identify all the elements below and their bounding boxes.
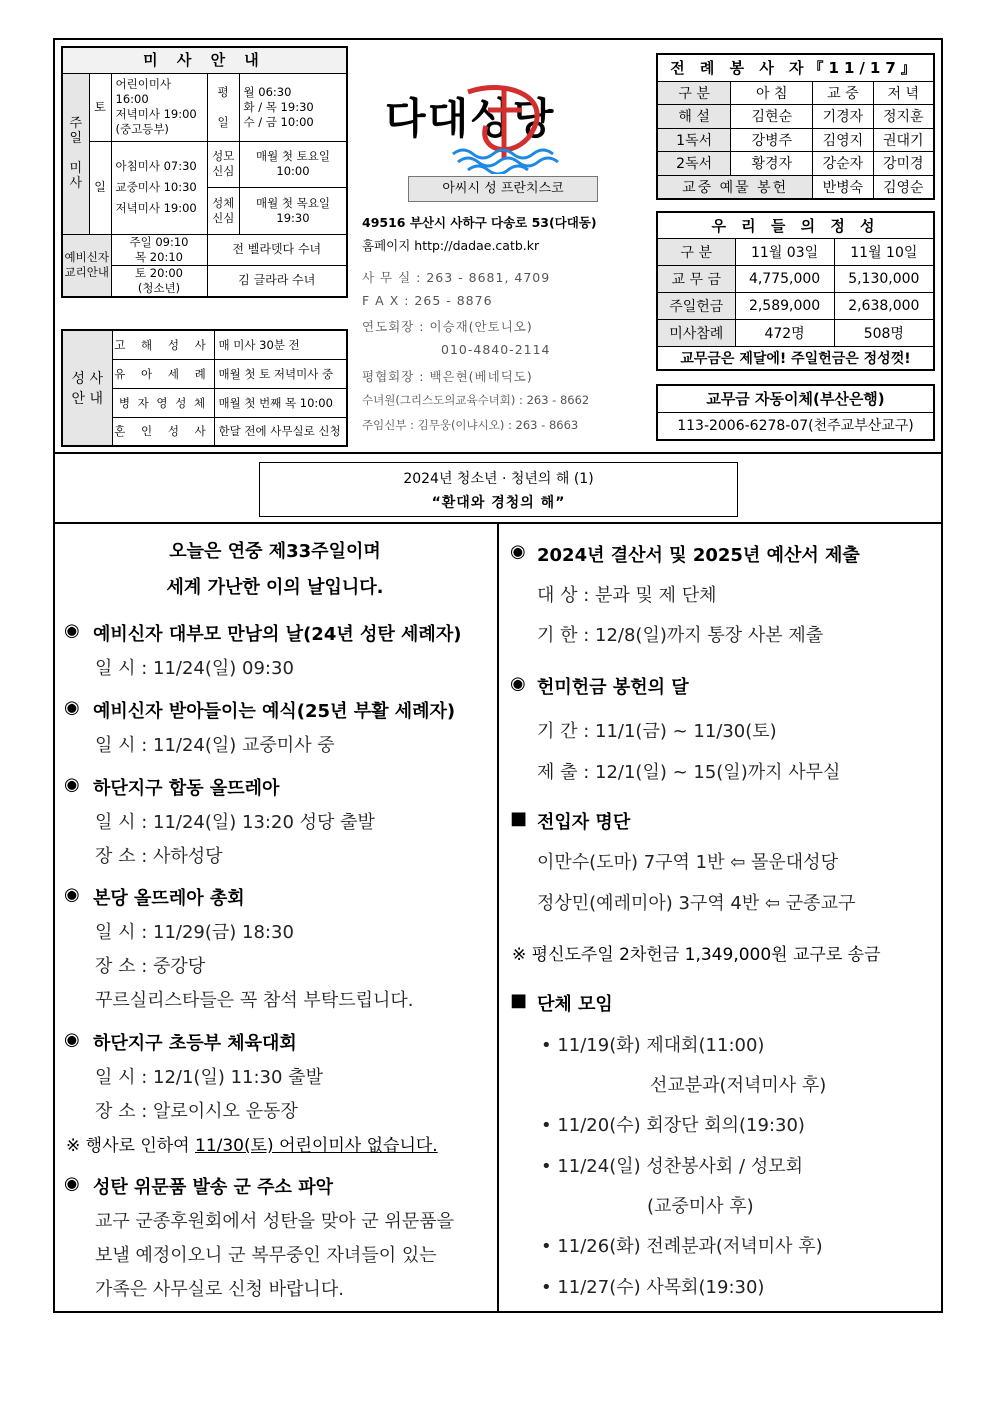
section-line: 보낼 예정이오니 군 복무중인 자녀들이 있는 bbox=[95, 1245, 437, 1266]
divider-top bbox=[53, 452, 943, 454]
patron-saint: 아씨시 성 프란치스코 bbox=[408, 176, 598, 202]
catechumen-teacher-2: 김 글라라 수녀 bbox=[207, 265, 347, 297]
offerings-header: 구 분 bbox=[657, 238, 735, 265]
servers-title: 전 례 봉 사 자『11/17』 bbox=[657, 54, 934, 81]
catechumen-time-1: 주일 09:10 목 20:10 bbox=[111, 234, 207, 265]
catechumen-time-2: 토 20:00 (청소년) bbox=[111, 265, 207, 297]
section-marker-icon: ◉ bbox=[64, 1029, 80, 1050]
sacred-heart-label: 성체 신심 bbox=[208, 188, 240, 234]
section-line: 장 소 : 사하성당 bbox=[95, 846, 223, 867]
intro-line-2: 세계 가난한 이의 날입니다. bbox=[166, 577, 384, 598]
section-line: 정상민(예레미아) 3구역 4반 ⇦ 군종교구 bbox=[537, 893, 856, 914]
sacrament-time: 매월 첫 토 저녁미사 중 bbox=[214, 359, 347, 388]
section-title: 성탄 위문품 발송 군 주소 파악 bbox=[93, 1177, 333, 1198]
section-line: 장 소 : 알로이시오 운동장 bbox=[95, 1101, 298, 1122]
parish-address: 49516 부산시 사하구 다송로 53(다대동) bbox=[362, 215, 597, 230]
sunday-times: 아침미사 07:30 교중미사 10:30 저녁미사 19:00 bbox=[111, 141, 207, 234]
section-line: 일 시 : 11/24(일) 13:20 성당 출발 bbox=[95, 812, 375, 833]
offerings-title: 우 리 들 의 정 성 bbox=[657, 212, 934, 238]
servers-cell: 강병주 bbox=[731, 128, 813, 152]
section-line: 일 시 : 12/1(일) 11:30 출발 bbox=[95, 1067, 323, 1088]
parish-name: 다대성당 bbox=[385, 94, 556, 143]
section-title: 하단지구 초등부 체육대회 bbox=[93, 1033, 297, 1054]
offerings-note: 교무금은 제달에! 주일헌금은 정성껏! bbox=[657, 346, 934, 370]
offerings-header: 11월 10일 bbox=[834, 238, 934, 265]
section-title: 전입자 명단 bbox=[537, 812, 631, 833]
section-line: 일 시 : 11/24(일) 09:30 bbox=[95, 658, 294, 679]
section-marker-icon: ◉ bbox=[64, 884, 80, 905]
district-phone: 010-4840-2114 bbox=[441, 342, 551, 357]
fax-number: F A X : 265 - 8876 bbox=[362, 293, 493, 308]
theme-line-1: 2024년 청소년 · 청년의 해 (1) bbox=[403, 471, 594, 487]
section-line: 기 한 : 12/8(일)까지 통장 사본 제출 bbox=[537, 625, 824, 646]
section-title: 예비신자 대부모 만남의 날(24년 성탄 세례자) bbox=[93, 624, 462, 645]
divider-columns bbox=[497, 523, 499, 1313]
offerings-row-label: 교 무 금 bbox=[657, 265, 735, 292]
section-line: 가족은 사무실로 신청 바랍니다. bbox=[95, 1279, 344, 1300]
servers-header: 아 침 bbox=[731, 81, 813, 105]
theme-box bbox=[259, 462, 738, 517]
saturday-label: 토 bbox=[89, 73, 111, 141]
sacrament-name: 고 해 성 사 bbox=[112, 330, 214, 359]
servers-cell: 강미경 bbox=[873, 152, 934, 176]
meeting-item: • 11/27(수) 사목회(19:30) bbox=[541, 1277, 765, 1298]
servers-cell: 정지훈 bbox=[873, 105, 934, 129]
meeting-item: • 11/19(화) 제대회(11:00) bbox=[541, 1035, 765, 1056]
section-marker-icon: ◉ bbox=[510, 673, 526, 694]
catechumen-label: 예비신자 교리안내 bbox=[62, 234, 111, 297]
section-line: 제 출 : 12/1(일) ~ 15(일)까지 사무실 bbox=[537, 762, 841, 783]
section-line: 교구 군종후원회에서 성탄을 맞아 군 위문품을 bbox=[95, 1211, 454, 1232]
pastor-phone: 주임신부 : 김무웅(이냐시오) : 263 - 8663 bbox=[362, 418, 579, 432]
holy-mother-time: 매월 첫 토요일 10:00 bbox=[240, 142, 347, 188]
sunday-label: 일 bbox=[89, 141, 111, 234]
meeting-item: (교중미사 후) bbox=[647, 1196, 754, 1217]
section-marker-icon: ◉ bbox=[64, 774, 80, 795]
sunday-mass-label: 주 일 미 사 bbox=[62, 73, 89, 234]
square-marker-icon: ■ bbox=[510, 808, 528, 829]
section-title: 본당 올뜨레아 총회 bbox=[93, 888, 245, 909]
sacrament-name: 병 자 영 성 체 bbox=[112, 388, 214, 417]
parish-logo-icon bbox=[448, 78, 568, 174]
section-line: 대 상 : 분과 및 제 단체 bbox=[537, 585, 717, 606]
bank-title: 교무금 자동이체(부산은행) bbox=[658, 386, 933, 413]
section-marker-icon: ◉ bbox=[64, 620, 80, 641]
weekday-label: 평 일 bbox=[207, 73, 239, 141]
section-line: 이만수(도마) 7구역 1반 ⇦ 몰운대성당 bbox=[537, 852, 838, 873]
intro-line-1: 오늘은 연중 제33주일이며 bbox=[169, 541, 381, 562]
offering-name: 김영순 bbox=[873, 175, 934, 199]
servers-cell: 황경자 bbox=[731, 152, 813, 176]
section-marker-icon: ◉ bbox=[64, 1173, 80, 1194]
bank-transfer-box bbox=[656, 384, 935, 441]
servers-role: 1독서 bbox=[657, 128, 731, 152]
offerings-value: 4,775,000 bbox=[735, 265, 834, 292]
offering-name: 반병숙 bbox=[813, 175, 873, 199]
sacrament-time: 매 미사 30분 전 bbox=[214, 330, 347, 359]
catechumen-teacher-1: 전 벨라뎃다 수녀 bbox=[207, 234, 347, 265]
section-marker-icon: ◉ bbox=[64, 697, 80, 718]
weekday-times: 월 06:30 화 / 목 19:30 수 / 금 10:00 bbox=[239, 73, 347, 141]
servers-role: 해 설 bbox=[657, 105, 731, 129]
offerings-table bbox=[656, 211, 935, 371]
offerings-value: 2,638,000 bbox=[834, 292, 934, 319]
square-marker-icon: ■ bbox=[510, 990, 528, 1011]
section-title: 2024년 결산서 및 2025년 예산서 제출 bbox=[537, 545, 860, 566]
section-title: 하단지구 합동 올뜨레아 bbox=[93, 778, 280, 799]
section-line: 일 시 : 11/29(금) 18:30 bbox=[95, 922, 294, 943]
section-line: 장 소 : 중강당 bbox=[95, 956, 206, 977]
convent-phone: 수녀원(그리스도의교육수녀회) : 263 - 8662 bbox=[362, 393, 590, 407]
meeting-item: 선교분과(저녁미사 후) bbox=[650, 1075, 827, 1096]
section-title: 예비신자 받아들이는 예식(25년 부활 세례자) bbox=[93, 701, 456, 722]
event-note: ※ 행사로 인하여 11/30(토) 어린이미사 없습니다. bbox=[66, 1136, 438, 1156]
saturday-times: 어린이미사 16:00 저녁미사 19:00 (중고등부) bbox=[111, 73, 207, 141]
servers-cell: 기경자 bbox=[813, 105, 873, 129]
sacrament-name: 혼 인 성 사 bbox=[112, 417, 214, 446]
holy-mother-label: 성모 신심 bbox=[208, 142, 240, 188]
liturgy-servers-table bbox=[656, 53, 935, 200]
meeting-item: • 11/26(화) 전례분과(저녁미사 후) bbox=[541, 1236, 823, 1257]
servers-cell: 강순자 bbox=[813, 152, 873, 176]
section-line: 일 시 : 11/24(일) 교중미사 중 bbox=[95, 735, 335, 756]
offerings-value: 2,589,000 bbox=[735, 292, 834, 319]
section-title: 헌미헌금 봉헌의 달 bbox=[537, 677, 689, 698]
council-head: 평협회장 : 백은현(베네딕도) bbox=[362, 369, 533, 384]
meeting-item: • 11/24(일) 성찬봉사회 / 성모회 bbox=[541, 1156, 803, 1177]
offerings-value: 508명 bbox=[834, 319, 934, 346]
section-line: 꾸르실리스타들은 꼭 참석 부탁드립니다. bbox=[95, 990, 414, 1011]
section-marker-icon: ◉ bbox=[510, 541, 526, 562]
parish-homepage[interactable]: 홈페이지 http://dadae.catb.kr bbox=[362, 238, 540, 253]
offering-label: 교중 예물 봉헌 bbox=[657, 175, 813, 199]
district-head: 연도회장 : 이승재(안토니오) bbox=[362, 319, 533, 334]
servers-cell: 김영지 bbox=[813, 128, 873, 152]
sacrament-time: 한달 전에 사무실로 신청 bbox=[214, 417, 347, 446]
section-line: 기 간 : 11/1(금) ~ 11/30(토) bbox=[537, 721, 777, 742]
sacraments-label: 성 사 안 내 bbox=[62, 330, 112, 446]
sacred-heart-time: 매월 첫 목요일 19:30 bbox=[240, 188, 347, 234]
servers-cell: 권대기 bbox=[873, 128, 934, 152]
office-phone: 사 무 실 : 263 - 8681, 4709 bbox=[362, 270, 551, 285]
servers-header: 저 녁 bbox=[873, 81, 934, 105]
mass-guide-table bbox=[61, 46, 348, 298]
sacrament-time: 매월 첫 번째 목 10:00 bbox=[214, 388, 347, 417]
servers-cell: 김현순 bbox=[731, 105, 813, 129]
offerings-value: 5,130,000 bbox=[834, 265, 934, 292]
sacrament-name: 유 아 세 례 bbox=[112, 359, 214, 388]
sacraments-table bbox=[61, 329, 348, 447]
mass-guide-title: 미 사 안 내 bbox=[62, 47, 347, 73]
meeting-item: • 11/20(수) 회장단 회의(19:30) bbox=[541, 1115, 805, 1136]
offerings-value: 472명 bbox=[735, 319, 834, 346]
offerings-header: 11월 03일 bbox=[735, 238, 834, 265]
servers-header: 구 분 bbox=[657, 81, 731, 105]
offerings-row-label: 주일헌금 bbox=[657, 292, 735, 319]
bank-account: 113-2006-6278-07(천주교부산교구) bbox=[677, 418, 914, 434]
section-title: 단체 모임 bbox=[537, 994, 613, 1015]
servers-header: 교 중 bbox=[813, 81, 873, 105]
devotion-cell bbox=[207, 141, 347, 234]
servers-role: 2독서 bbox=[657, 152, 731, 176]
offering-note: ※ 평신도주일 2차헌금 1,349,000원 교구로 송금 bbox=[512, 945, 881, 965]
theme-line-2: “환대와 경청의 해” bbox=[431, 495, 566, 511]
offerings-row-label: 미사참례 bbox=[657, 319, 735, 346]
